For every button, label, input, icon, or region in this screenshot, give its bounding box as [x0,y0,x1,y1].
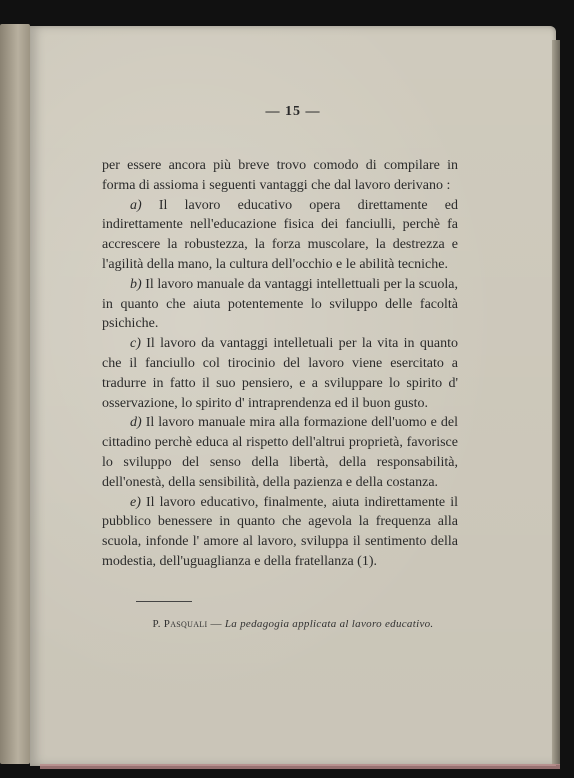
page-number: — 15 — [265,104,321,119]
list-marker: e) [130,494,141,510]
body-text [102,156,458,572]
list-marker: b) [130,276,142,292]
paragraph-text: Il lavoro educativo, finalmente, aiuta indirettamente il pubblico benessere in quanto che agevola la frequenza alla scuola, infonde l' amore al lavoro, sviluppa il sentimento della modestia, dell'uguaglianza e della fratellanza (1). [102,494,458,569]
paragraph-text: Il lavoro educativo opera direttamente ed indirettamente nell'educazione fisica dei fanciulli, perchè fa accrescere la robustezza, la forza muscolare, la destrezza e l'agilità della mano, la cultura dell'occhio e le abilità tecniche. [102,197,458,272]
book-page [30,26,556,766]
footnote-separator: — [207,618,225,630]
list-marker: d) [130,415,142,431]
footnote-divider [136,601,192,602]
cover-edge [40,764,560,769]
paragraph-d [102,413,458,492]
paragraph-a [102,196,458,275]
list-marker: c) [130,336,141,352]
paragraph-e [102,493,458,572]
paragraph-text: Il lavoro da vantaggi intelletuali per la vita in quanto che il fanciullo col tirocinio del lavoro viene esercitato a tradurre in fatto il suo pensiero, e a sviluppare lo spirito d' osservazione, lo spirito d' intraprendenza ed il buon gusto. [102,336,458,411]
paragraph-text: per essere ancora più breve trovo comodo di compilare in forma di assioma i seguenti vantaggi che dal lavoro derivano : [102,158,458,193]
page-stack-edge [552,40,560,765]
footnote [30,618,556,630]
paragraph-b [102,275,458,334]
paragraph-text: Il lavoro manuale da vantaggi intellettuali per la scuola, in quanto che aiuta potentemente lo sviluppo delle facoltà psichiche. [102,276,458,332]
paragraph-c [102,334,458,413]
footnote-author: P. Pasquali [152,618,208,630]
adjacent-page-edge [0,24,30,764]
footnote-title: La pedagogia applicata al lavoro educativo. [224,618,434,630]
paragraph-text: Il lavoro manuale mira alla formazione dell'uomo e del cittadino perchè educa al rispetto dell'altrui proprietà, favorisce lo sviluppo del senso della libertà, della responsabilità, dell'onestà, della sensibilità, della pazienza e della costanza. [102,415,458,490]
list-marker: a) [130,197,142,213]
paragraph-intro [102,156,458,196]
